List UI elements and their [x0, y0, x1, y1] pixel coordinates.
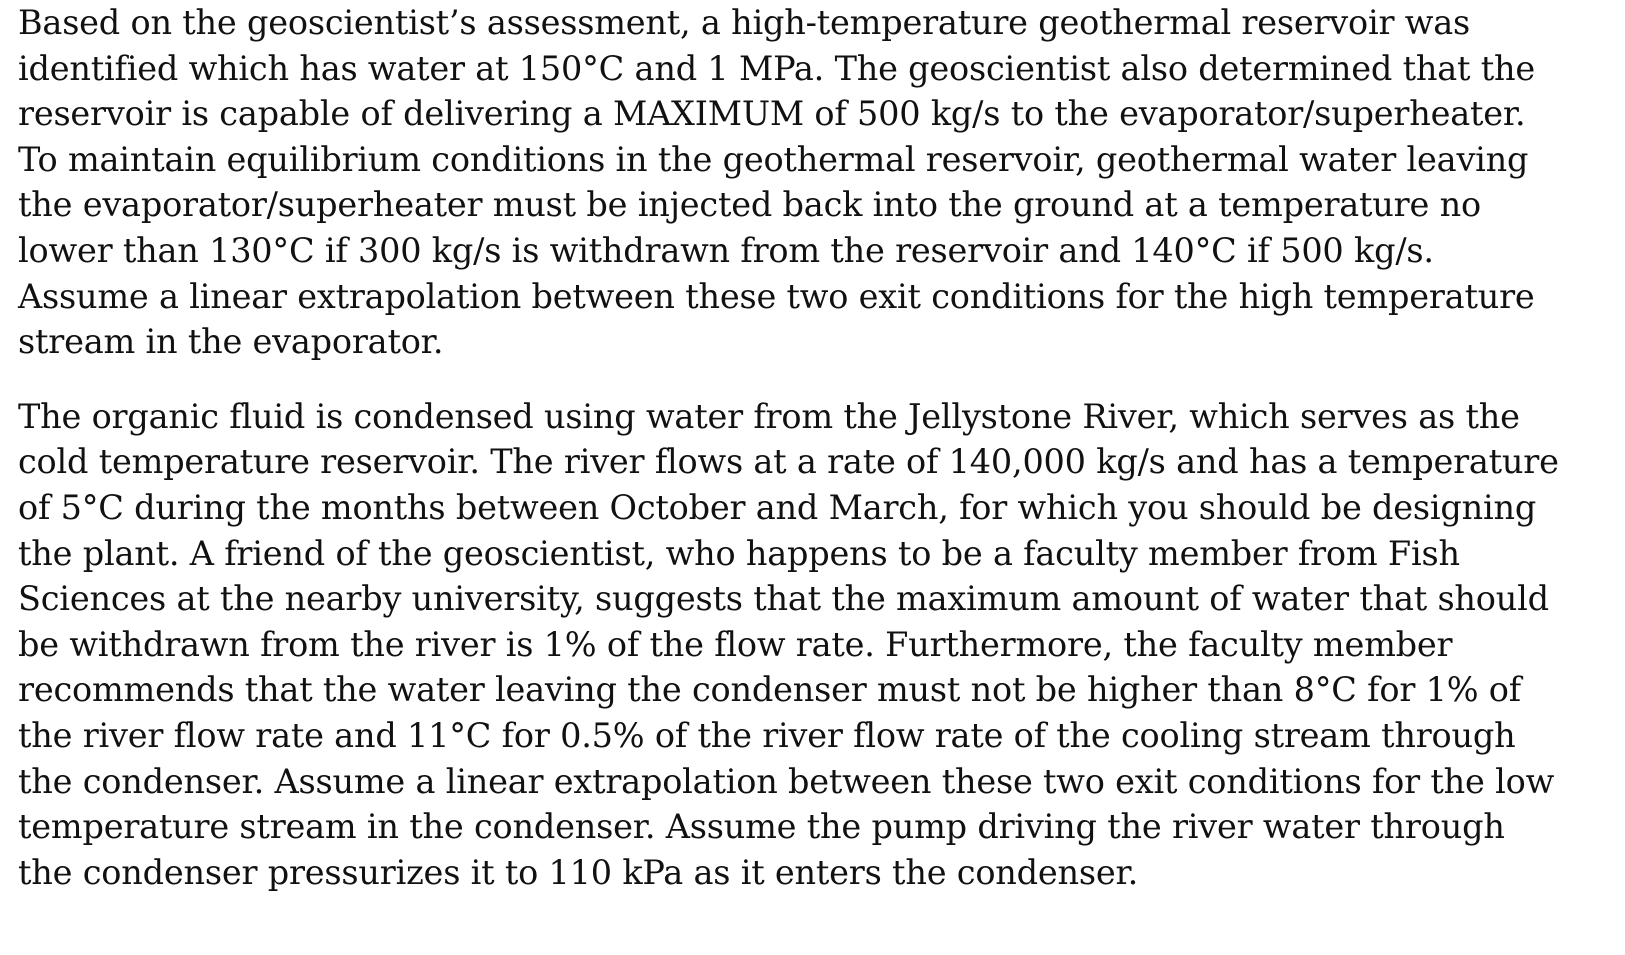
text-line: To maintain equilibrium conditions in the geothermal reservoir, geothermal water leaving [18, 139, 1529, 179]
text-line: the evaporator/superheater must be injected back into the ground at a temperature no [18, 185, 1481, 225]
text-line: cold temperature reservoir. The river flows at a rate of 140,000 kg/s and has a temperature [18, 442, 1559, 482]
paragraph-geothermal-reservoir [18, 0, 1613, 365]
text-line: identified which has water at 150°C and 1 MPa. The geoscientist also determined that the [18, 48, 1535, 88]
text-line: temperature stream in the condenser. Assume the pump driving the river water through [18, 807, 1505, 847]
text-line: the condenser pressurizes it to 110 kPa as it enters the condenser. [18, 852, 1139, 892]
text-line: recommends that the water leaving the condenser must not be higher than 8°C for 1% of [18, 670, 1521, 710]
text-line: the river flow rate and 11°C for 0.5% of the river flow rate of the cooling stream through [18, 715, 1516, 755]
text-line: Sciences at the nearby university, suggests that the maximum amount of water that should [18, 579, 1549, 619]
text-line: The organic fluid is condensed using water from the Jellystone River, which serves as the [18, 396, 1520, 436]
text-line: stream in the evaporator. [18, 322, 444, 362]
text-line: Based on the geoscientist’s assessment, a high-temperature geothermal reservoir was [18, 3, 1471, 42]
text-line: the condenser. Assume a linear extrapolation between these two exit conditions for the low [18, 761, 1555, 801]
document-body [18, 0, 1613, 895]
text-line: lower than 130°C if 300 kg/s is withdrawn from the reservoir and 140°C if 500 kg/s. [18, 230, 1434, 270]
text-line: of 5°C during the months between October and March, for which you should be designing [18, 487, 1537, 527]
text-line: reservoir is capable of delivering a MAXIMUM of 500 kg/s to the evaporator/superheater. [18, 94, 1526, 134]
text-line: the plant. A friend of the geoscientist, who happens to be a faculty member from Fish [18, 533, 1460, 573]
paragraph-condenser-river [18, 394, 1613, 896]
text-line: Assume a linear extrapolation between these two exit conditions for the high temperature [18, 276, 1535, 316]
text-line: be withdrawn from the river is 1% of the flow rate. Furthermore, the faculty member [18, 624, 1453, 664]
